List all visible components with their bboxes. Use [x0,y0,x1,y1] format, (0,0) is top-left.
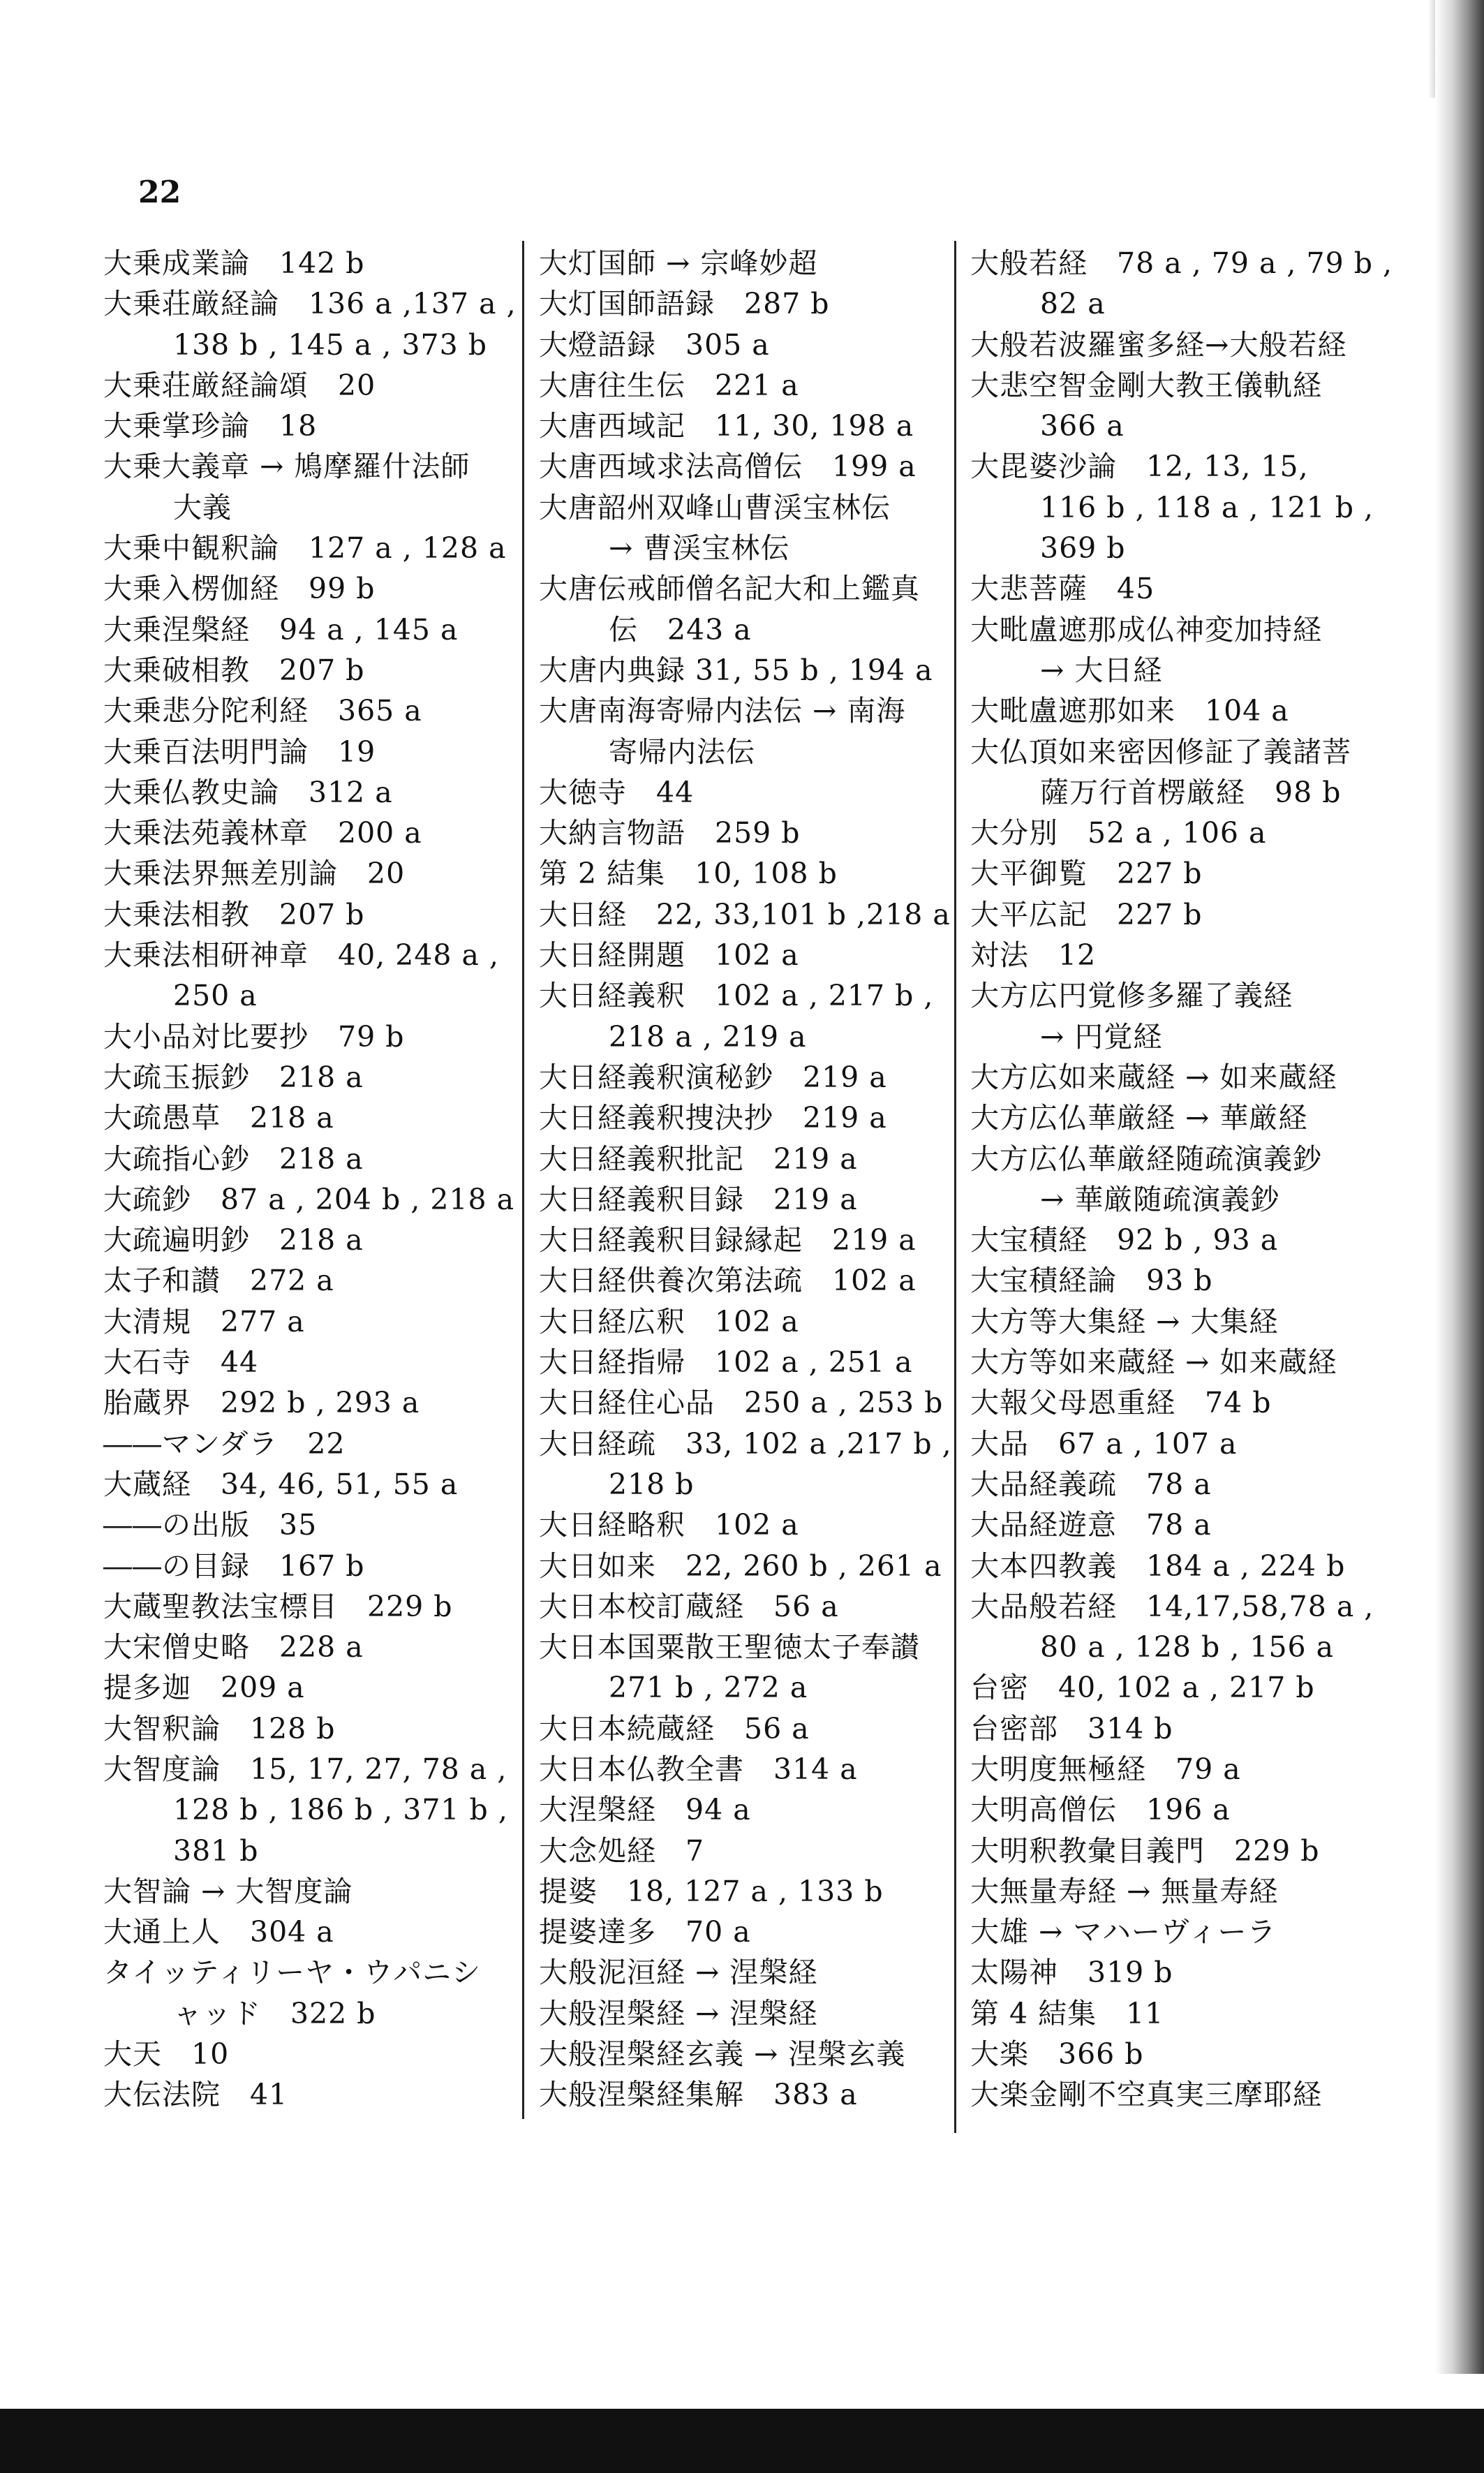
index-entry: 大方広仏華厳経 → 華厳経 [970,1101,1308,1135]
index-entry: 大毗盧遮那如来 104 a [970,694,1289,728]
index-entry: 大日経義釈 102 a , 217 b , [539,979,934,1013]
index-entry-continuation: 薩万行首楞厳経 98 b [1040,775,1342,809]
index-entry: 大乗荘厳経論頌 20 [103,368,376,402]
index-entry: 大乗仏教史論 312 a [103,775,393,809]
index-entry: 大乗成業論 142 b [103,246,365,280]
index-entry: 大智釈論 128 b [103,1711,336,1745]
column-divider-2 [954,241,956,2133]
index-entry: 大明高僧伝 196 a [970,1793,1231,1827]
index-entry: ――の出版 35 [103,1508,318,1542]
index-entry: 大悲空智金剛大教王儀軌経 [970,368,1322,402]
index-entry: 大乗中観釈論 127 a , 128 a [103,531,507,566]
index-entry: 台密部 314 b [970,1711,1173,1745]
index-entry-continuation: 250 a [173,979,258,1013]
index-entry: 大疏愚草 218 a [103,1101,334,1135]
index-entry: 大日本仏教全書 314 a [539,1752,858,1786]
index-entry: 大方広仏華厳経随疏演義鈔 [970,1142,1322,1176]
index-entry: 大日経疏 33, 102 a ,217 b , [539,1426,952,1461]
index-entry: 大伝法院 41 [103,2078,288,2112]
index-entry-continuation: 80 a , 128 b , 156 a [1040,1630,1335,1664]
index-entry: 提多迦 209 a [103,1671,305,1705]
index-entry: 大唐西域求法高僧伝 199 a [539,450,917,484]
index-entry: 大天 10 [103,2037,230,2072]
index-entry: 大乗入楞伽経 99 b [103,572,376,606]
index-entry: 胎蔵界 292 b , 293 a [103,1386,420,1420]
index-entry: 大唐往生伝 221 a [539,368,799,402]
index-entry: 大日経広釈 102 a [539,1304,799,1338]
index-entry-continuation: 伝 243 a [609,612,752,647]
index-entry: 大乗百法明門論 19 [103,734,376,769]
index-entry: 大般涅槃経玄義 → 涅槃玄義 [539,2037,906,2072]
index-entry: 大唐伝戒師僧名記大和上鑑真 [539,572,920,606]
page-edge-shadow [1435,0,1484,2374]
index-entry: 大宝積経論 93 b [970,1264,1213,1298]
index-entry-continuation: 82 a [1040,287,1106,321]
index-entry: 大乗悲分陀利経 365 a [103,694,422,728]
index-entry: 大方等大集経 → 大集経 [970,1304,1279,1338]
index-entry-continuation: 369 b [1040,531,1126,566]
index-entry: 大日経住心品 250 a , 253 b [539,1386,944,1420]
index-entry: 大仏頂如来密因修証了義諸菩 [970,734,1351,769]
index-entry: 大日経義釈目録 219 a [539,1182,858,1216]
index-entry: 大乗掌珍論 18 [103,409,318,443]
index-entry: 大乗涅槃経 94 a , 145 a [103,612,459,647]
index-entry-continuation: 寄帰内法伝 [609,734,755,769]
index-entry: 大念処経 7 [539,1833,705,1868]
index-entry: 大無量寿経 → 無量寿経 [970,1874,1279,1908]
index-entry: 大乗大義章 → 鳩摩羅什法師 [103,450,470,484]
index-entry: 大平広記 227 b [970,897,1203,931]
index-entry-continuation: → 曹渓宝林伝 [609,531,790,566]
index-entry-continuation: 116 b , 118 a , 121 b , [1040,490,1374,524]
index-entry-continuation: 381 b [173,1833,259,1868]
index-entry: 大石寺 44 [103,1345,259,1380]
index-entry: 大品 67 a , 107 a [970,1426,1238,1461]
index-column-1 [103,243,522,2116]
index-entry: 第 2 結集 10, 108 b [539,857,838,891]
index-entry: 大日本校訂蔵経 56 a [539,1589,839,1623]
index-entry: 大涅槃経 94 a [539,1793,751,1827]
index-entry: 提婆 18, 127 a , 133 b [539,1874,884,1908]
index-entry: 大通上人 304 a [103,1915,334,1949]
index-entry: 大日経義釈演秘鈔 219 a [539,1060,887,1094]
index-entry: 大悲菩薩 45 [970,572,1155,606]
index-entry: 提婆達多 70 a [539,1915,751,1949]
index-entry: 大品経義疏 78 a [970,1467,1212,1501]
index-entry: 大明釈教彙目義門 229 b [970,1833,1320,1868]
index-entry: 大般泥洹経 → 涅槃経 [539,1956,818,1990]
index-entry: 大般涅槃経集解 383 a [539,2078,858,2112]
column-divider-1 [522,241,524,2119]
index-entry: 大乗法相研神章 40, 248 a , [103,938,500,973]
index-entry: 大疏玉振鈔 218 a [103,1060,364,1094]
index-entry: 大疏鈔 87 a , 204 b , 218 a [103,1182,515,1216]
index-entry: 大楽 366 b [970,2037,1144,2072]
index-entry: 大報父母恩重経 74 b [970,1386,1272,1420]
index-entry: 大蔵聖教法宝標目 229 b [103,1589,453,1623]
index-entry: 大般若波羅蜜多経→大般若経 [970,327,1347,362]
index-entry-continuation: 138 b , 145 a , 373 b [173,327,487,362]
index-entry: 大方広円覚修多羅了義経 [970,979,1293,1013]
index-entry: 台密 40, 102 a , 217 b [970,1671,1315,1705]
index-entry: 大乗法界無差別論 20 [103,857,406,891]
index-entry: 大日経略釈 102 a [539,1508,799,1542]
index-entry: 第 4 結集 11 [970,1996,1164,2030]
index-entry-continuation: → 大日経 [1040,653,1163,687]
index-entry-continuation: 大義 [173,490,232,524]
index-entry: 大日経義釈批記 219 a [539,1142,858,1176]
index-entry-continuation: 271 b , 272 a [609,1671,808,1705]
index-entry: 大本四教義 184 a , 224 b [970,1549,1346,1583]
index-entry-continuation: 366 a [1040,409,1125,443]
index-entry: 大日経開題 102 a [539,938,799,973]
index-entry: 大日本国粟散王聖徳太子奉讃 [539,1630,920,1664]
index-entry: 大方広如来蔵経 → 如来蔵経 [970,1060,1337,1094]
index-entry: 対法 12 [970,938,1097,973]
index-entry: 大智度論 15, 17, 27, 78 a , [103,1752,507,1786]
index-entry: 大疏指心鈔 218 a [103,1142,364,1176]
index-entry: 大納言物語 259 b [539,816,801,850]
index-entry: ――の目録 167 b [103,1549,365,1583]
index-entry: 大日経供養次第法疏 102 a [539,1264,917,1298]
index-entry: タイッティリーヤ・ウパニシ [103,1956,482,1990]
index-entry: 大毗盧遮那成仏神変加持経 [970,612,1322,647]
index-entry: 大日経義釈目録縁起 219 a [539,1223,917,1257]
index-entry: 大日経 22, 33,101 b ,218 a [539,897,951,931]
index-entry-continuation: ャッド 322 b [173,1996,376,2030]
index-entry: 大小品対比要抄 79 b [103,1019,405,1054]
index-entry: 大雄 → マハーヴィーラ [970,1915,1277,1949]
index-entry: 大平御覧 227 b [970,857,1203,891]
index-entry: 大唐西域記 11, 30, 198 a [539,409,914,443]
index-entry-continuation: 128 b , 186 b , 371 b , [173,1793,508,1827]
index-entry: 大日本続蔵経 56 a [539,1711,810,1745]
index-entry: 大日如来 22, 260 b , 261 a [539,1549,942,1583]
index-entry: 大日経義釈捜決抄 219 a [539,1101,887,1135]
index-entry: 大般若経 78 a , 79 a , 79 b , [970,246,1393,280]
index-entry: 大燈語録 305 a [539,327,770,362]
index-entry-continuation: → 円覚経 [1040,1019,1163,1054]
scan-bottom-border [0,2409,1484,2473]
index-entry: 大蔵経 34, 46, 51, 55 a [103,1467,459,1501]
index-entry: 大灯国師語録 287 b [539,287,830,321]
index-entry-continuation: 218 a , 219 a [609,1019,807,1054]
index-entry: 大唐南海寄帰内法伝 → 南海 [539,694,906,728]
page-number: 22 [138,175,181,210]
index-entry: 大宝積経 92 b , 93 a [970,1223,1279,1257]
index-entry: 大日経指帰 102 a , 251 a [539,1345,913,1380]
index-entry: ――マンダラ 22 [103,1426,346,1461]
index-entry: 太陽神 319 b [970,1956,1173,1990]
index-entry: 大明度無極経 79 a [970,1752,1241,1786]
index-entry: 大乗破相教 207 b [103,653,365,687]
index-column-3 [970,243,1393,2116]
index-entry: 大唐内典録 31, 55 b , 194 a [539,653,933,687]
index-entry: 大宋僧史略 228 a [103,1630,364,1664]
index-entry: 大方等如来蔵経 → 如来蔵経 [970,1345,1337,1380]
index-entry: 大般涅槃経 → 涅槃経 [539,1996,818,2030]
index-entry: 太子和讃 272 a [103,1264,334,1298]
index-entry: 大楽金剛不空真実三摩耶経 [970,2078,1322,2112]
index-entry: 大唐韶州双峰山曹渓宝林伝 [539,490,891,524]
index-entry: 大徳寺 44 [539,775,695,809]
index-entry: 大毘婆沙論 12, 13, 15, [970,450,1309,484]
index-entry: 大分別 52 a , 106 a [970,816,1267,850]
index-entry-continuation: → 華厳随疏演義鈔 [1040,1182,1280,1216]
index-entry: 大乗法相教 207 b [103,897,365,931]
index-entry: 大智論 → 大智度論 [103,1874,353,1908]
index-entry: 大品般若経 14,17,58,78 a , [970,1589,1374,1623]
index-entry: 大乗法苑義林章 200 a [103,816,422,850]
index-entry: 大清規 277 a [103,1304,305,1338]
index-entry: 大灯国師 → 宗峰妙超 [539,246,818,280]
index-entry: 大乗荘厳経論 136 a ,137 a , [103,287,517,321]
index-entry: 大品経遊意 78 a [970,1508,1212,1542]
index-column-2 [539,243,958,2116]
index-entry: 大疏遍明鈔 218 a [103,1223,364,1257]
index-entry-continuation: 218 b [609,1467,695,1501]
